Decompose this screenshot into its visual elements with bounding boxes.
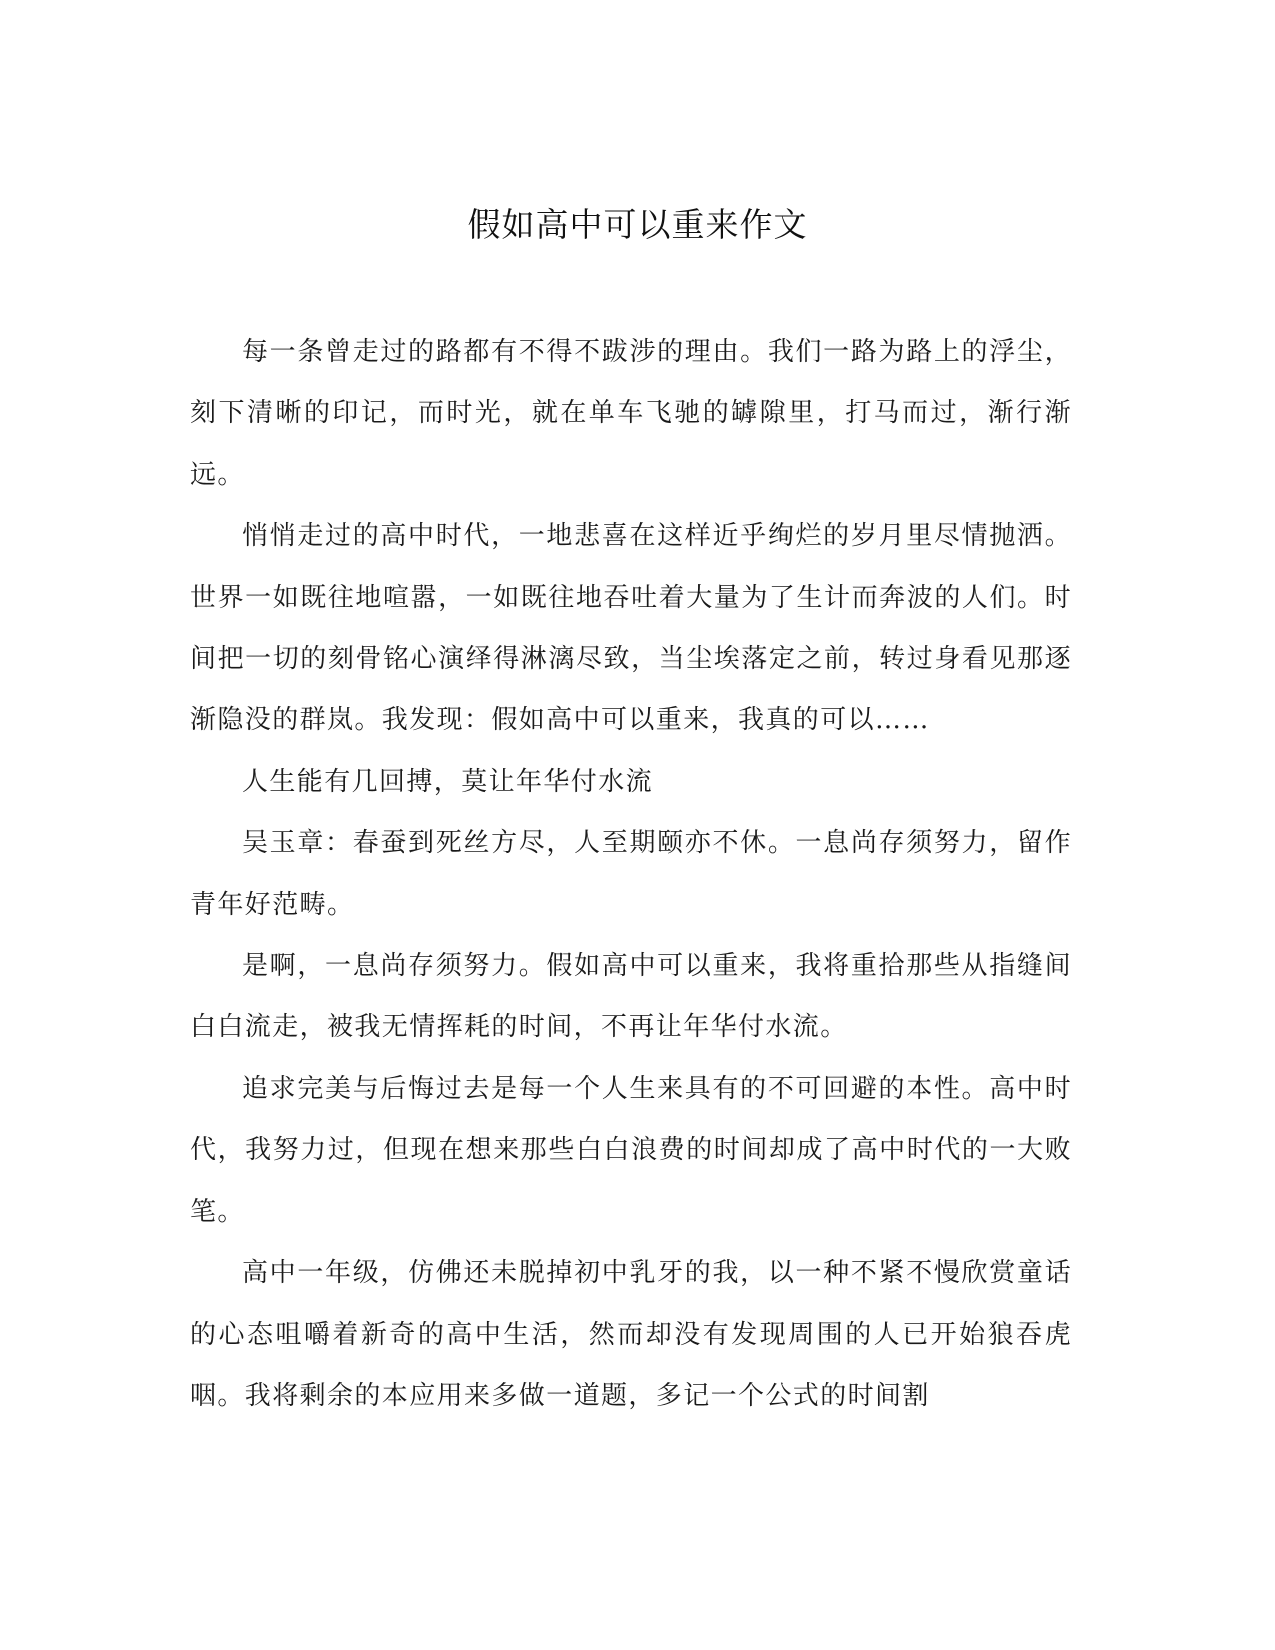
paragraph: 高中一年级，仿佛还未脱掉初中乳牙的我，以一种不紧不慢欣赏童话的心态咀嚼着新奇的高中生活，然而却没有发现周围的人已开始狼吞虎咽。我将剩余的本应用来多做一道题，多记一个公式的时间割 [190,1258,1072,1411]
paragraph: 追求完美与后悔过去是每一个人生来具有的不可回避的本性。高中时代，我努力过，但现在想来那些白白浪费的时间却成了高中时代的一大败笔。 [190,1073,1072,1227]
paragraph-quote: 吴玉章：春蚕到死丝方尽，人至期颐亦不休。一息尚存须努力，留作青年好范畴。 [190,828,1072,920]
document-title: 假如高中可以重来作文 [467,205,808,244]
paragraph-heading: 人生能有几回搏，莫让年华付水流 [242,766,654,797]
paragraph: 悄悄走过的高中时代，一地悲喜在这样近乎绚烂的岁月里尽情抛洒。世界一如既往地喧嚣，一如既往地吞吐着大量为了生计而奔波的人们。时间把一切的刻骨铭心演绎得淋漓尽致，当尘埃落定之前，转过身看见那逐渐隐没的群岚。我发现：假如高中可以重来，我真的可以…… [190,521,1072,736]
paragraph: 每一条曾走过的路都有不得不跋涉的理由。我们一路为路上的浮尘，刻下清晰的印记，而时光，就在单车飞驰的罅隙里，打马而过，渐行渐远。 [190,337,1072,490]
paragraph: 是啊，一息尚存须努力。假如高中可以重来，我将重拾那些从指缝间白白流走，被我无情挥耗的时间，不再让年华付水流。 [190,951,1072,1043]
document-body [190,322,1072,1427]
